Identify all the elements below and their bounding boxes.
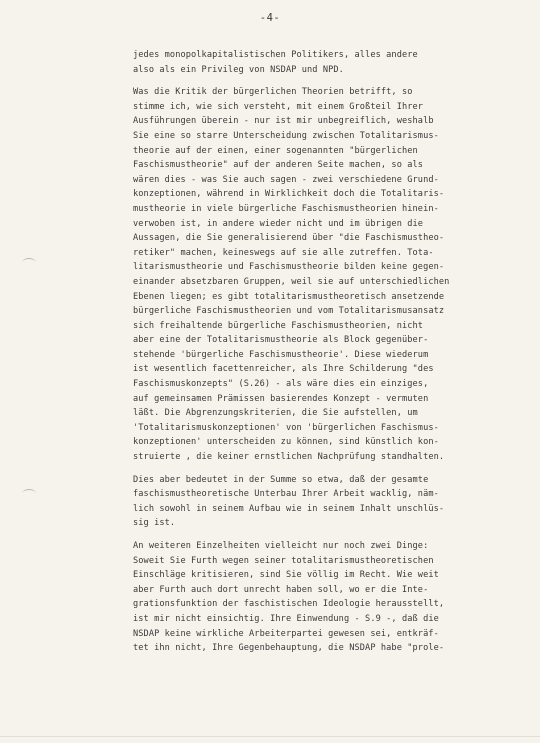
paragraph — [133, 473, 528, 531]
paragraph — [133, 85, 528, 464]
text-line: Aussagen, die Sie generalisierend über "die Faschismustheo- — [133, 233, 445, 244]
text-line: Soweit Sie Furth wegen seiner totalitarismustheoretischen — [133, 555, 434, 566]
text-line: sich freihaltende bürgerliche Faschismustheorien, nicht — [133, 320, 424, 331]
text-line: ist wesentlich facettenreicher, als Ihre Schilderung "des — [133, 364, 434, 375]
text-line: Einschläge kritisieren, sind Sie völlig im Recht. Wie weit — [133, 570, 439, 581]
text-line: konzeptionen, während in Wirklichkeit doch die Totalitaris- — [133, 189, 445, 200]
text-line: struierte , die keiner ernstlichen Nachprüfung standhalten. — [133, 452, 445, 463]
text-line: aber eine der Totalitarismustheorie als Block gegenüber- — [133, 335, 429, 346]
text-line: jedes monopolkapitalistischen Politikers, alles andere — [133, 50, 418, 60]
text-line: 'Totalitarismuskonzeptionen' von 'bürgerlichen Faschismus- — [133, 422, 439, 433]
page-edge — [0, 736, 540, 737]
text-line: Ebenen liegen; es gibt totalitarismustheoretisch ansetzende — [133, 291, 445, 302]
text-line: Faschismustheorie" auf der anderen Seite machen, so als — [133, 160, 424, 171]
punch-hole-mark — [22, 489, 36, 498]
text-line: stehende 'bürgerliche Faschismustheorie'. Diese wiederum — [133, 349, 429, 360]
text-line: theorie auf der einen, einer sogenannten "bürgerlichen — [133, 145, 418, 156]
text-line: auf gemeinsamen Prämissen basierendes Konzept - vermuten — [133, 393, 429, 404]
text-line: tet ihn nicht, Ihre Gegenbehauptung, die NSDAP habe "prole- — [133, 643, 445, 654]
text-line: An weiteren Einzelheiten vielleicht nur noch zwei Dinge: — [133, 541, 429, 551]
text-line: läßt. Die Abgrenzungskriterien, die Sie aufstellen, um — [133, 408, 418, 419]
text-line: faschismustheoretische Unterbau Ihrer Arbeit wacklig, näm- — [133, 489, 439, 500]
text-line: mustheorie in viele bürgerliche Faschismustheorien hinein- — [133, 203, 439, 214]
text-line: sig ist. — [133, 518, 176, 529]
text-line: grationsfunktion der faschistischen Ideologie herausstellt, — [133, 599, 445, 610]
text-line: NSDAP keine wirkliche Arbeiterpartei gewesen sei, entkräf- — [133, 628, 439, 639]
punch-hole-mark — [22, 258, 36, 267]
text-line: Sie eine so starre Unterscheidung zwischen Totalitarismus- — [133, 130, 439, 141]
text-line: ist mir nicht einsichtig. Ihre Einwendung - S.9 -, daß die — [133, 613, 439, 624]
text-line: Faschismuskonzepts" (S.26) - als wäre dies ein einziges, — [133, 379, 429, 390]
text-line: bürgerliche Faschismustheorien und vom Totalitarismusansatz — [133, 306, 445, 317]
text-line: konzeptionen' unterscheiden zu können, sind künstlich kon- — [133, 437, 439, 448]
page-number: -4- — [259, 12, 281, 24]
text-line: litarismustheorie und Faschismustheorie bilden keine gegen- — [133, 262, 445, 273]
paragraph — [133, 48, 528, 77]
text-line: wären dies - was Sie auch sagen - zwei verschiedene Grund- — [133, 174, 439, 185]
text-line: Ausführungen überein - nur ist mir unbegreiflich, weshalb — [133, 116, 434, 127]
text-line: lich sowohl in seinem Aufbau wie in seinem Inhalt unschlüs- — [133, 503, 445, 514]
text-line: retiker" machen, keineswegs auf sie alle zutreffen. Tota- — [133, 247, 434, 258]
letter-body — [133, 48, 528, 664]
text-line: aber Furth auch dort unrecht haben soll, wo er die Inte- — [133, 584, 429, 595]
text-line: verwoben ist, in andere wieder nicht und im übrigen die — [133, 218, 424, 229]
text-line: also als ein Privileg von NSDAP und NPD. — [133, 64, 344, 75]
text-line: Was die Kritik der bürgerlichen Theorien betrifft, so — [133, 87, 413, 98]
text-line: einander absetzbaren Gruppen, weil sie auf unterschiedlichen — [133, 276, 450, 287]
text-line: Dies aber bedeutet in der Summe so etwa, daß der gesamte — [133, 474, 429, 485]
text-line: stimme ich, wie sich versteht, mit einem Großteil Ihrer — [133, 101, 424, 112]
paragraph — [133, 539, 528, 656]
